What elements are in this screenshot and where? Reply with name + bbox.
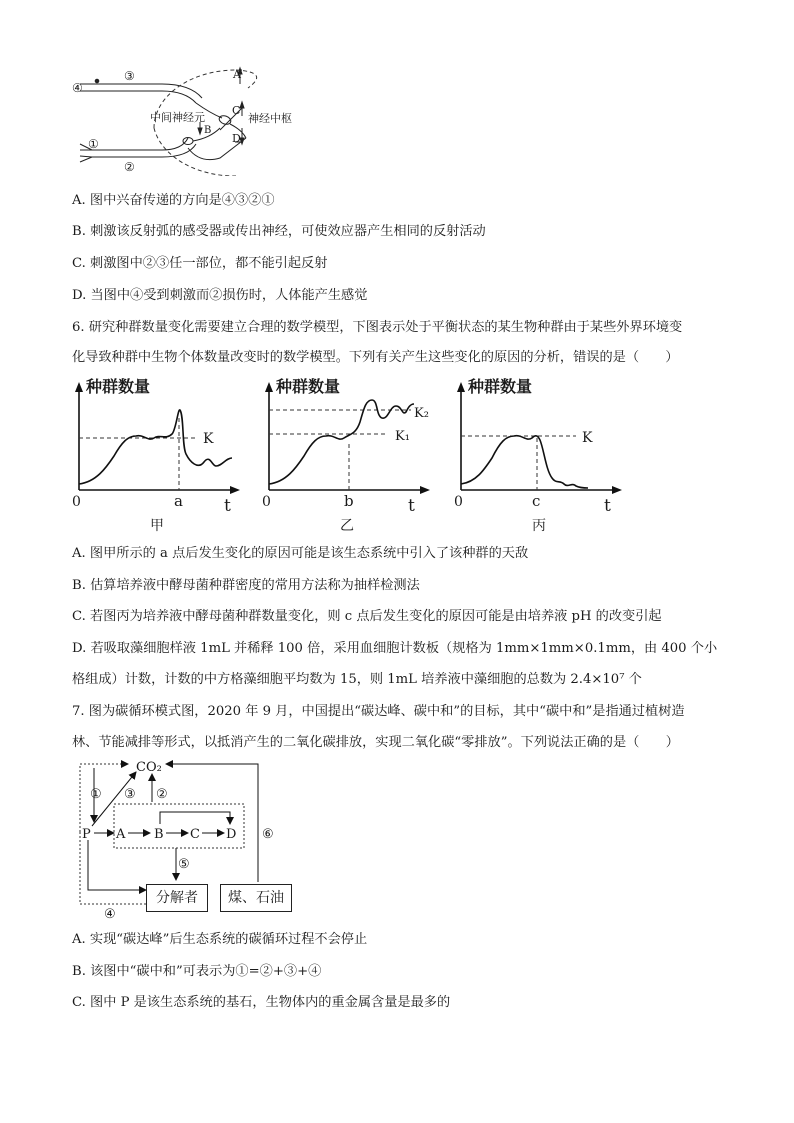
chart-bing: [448, 378, 628, 536]
q7-stem-line2: 林、节能减排等形式，以抵消产生的二氧化碳排放，实现二氧化碳“零排放”。下列说法正确的是（ ）: [72, 735, 679, 750]
chart-yi-ylabel: 种群数量: [276, 378, 341, 396]
label-6: ⑥: [262, 827, 274, 842]
chart-bing-xlabel: t: [604, 496, 611, 516]
chart-bing-ylabel: 种群数量: [468, 378, 533, 396]
chart-bing-origin: 0: [454, 494, 463, 510]
chart-yi-k2-label: K₂: [414, 406, 429, 421]
chart-jia-title: 甲: [150, 518, 164, 534]
chart-jia-point-a: a: [174, 492, 183, 510]
q5-option-d: D. 当图中④受到刺激而②损伤时，人体能产生感觉: [72, 288, 368, 303]
node-d: D: [226, 827, 237, 842]
label-interneuron: 中间神经元: [150, 111, 205, 124]
chart-bing-title: 丙: [532, 518, 546, 534]
consumer-dashed-box: [114, 804, 244, 848]
chart-bing-k-label: K: [582, 430, 593, 446]
label-n1: ①: [88, 137, 99, 151]
label-4: ④: [104, 907, 116, 920]
label-2: ②: [156, 787, 168, 802]
label-A: A: [233, 68, 241, 81]
fossil-fuel-box: 煤、石油: [220, 884, 292, 912]
chart-jia-xlabel: t: [224, 496, 231, 516]
label-D: D: [232, 132, 241, 145]
chart-yi-k1-label: K₁: [395, 429, 410, 444]
label-1: ①: [90, 787, 102, 802]
q7-option-a: A. 实现“碳达峰”后生态系统的碳循环过程不会停止: [72, 932, 368, 947]
label-n3: ③: [124, 69, 135, 83]
label-n4: ④: [72, 81, 83, 95]
node-p: P: [82, 827, 91, 842]
chart-jia-ylabel: 种群数量: [86, 378, 151, 396]
label-C: C: [232, 104, 241, 117]
q6-option-d-line2: 格组成）计数，计数的中方格藻细胞平均数为 15，则 1mL 培养液中藻细胞的总数为 2.4×10⁷ 个: [72, 672, 642, 687]
q6-stem-line1: 6. 研究种群数量变化需要建立合理的数学模型，下图表示处于平衡状态的某生物种群由于某些外界环境变: [72, 320, 683, 335]
chart-bing-curve: [461, 436, 588, 488]
q5-option-b: B. 刺激该反射弧的感受器或传出神经，可使效应器产生相同的反射活动: [72, 224, 486, 239]
chart-yi-xlabel: t: [408, 496, 415, 516]
chart-yi-origin: 0: [262, 494, 271, 510]
q6-option-d-line1: D. 若吸取藻细胞样液 1mL 并稀释 100 倍，采用血细胞计数板（规格为 1mm×1mm×0.1mm，由 400 个小: [72, 641, 718, 656]
chart-yi: [256, 378, 436, 536]
q6-option-b: B. 估算培养液中酵母菌种群密度的常用方法称为抽样检测法: [72, 578, 420, 593]
q6-option-a: A. 图甲所示的 a 点后发生变化的原因可能是该生态系统中引入了该种群的天敌: [72, 546, 529, 561]
q6-option-c: C. 若图丙为培养液中酵母菌种群数量变化，则 c 点后发生变化的原因可能是由培养液 pH 的改变引起: [72, 609, 662, 624]
label-center: 神经中枢: [248, 112, 292, 125]
label-3: ③: [124, 787, 136, 802]
q5-option-a: A. 图中兴奋传递的方向是④③②①: [72, 193, 275, 208]
chart-bing-point-c: c: [532, 492, 541, 510]
decomposer-box: 分解者: [146, 884, 208, 912]
q5-option-c: C. 刺激图中②③任一部位，都不能引起反射: [72, 256, 328, 271]
label-n2: ②: [124, 160, 135, 174]
node-b: B: [154, 827, 164, 842]
label-5: ⑤: [178, 857, 190, 872]
chart-jia: [66, 378, 246, 536]
chart-yi-curve: [269, 400, 414, 484]
dotted-left-path: [80, 832, 146, 904]
q7-stem-line1: 7. 图为碳循环模式图，2020 年 9 月，中国提出“碳达峰、碳中和”的目标，其中“碳中和”是指通过植树造: [72, 704, 685, 719]
reflex-arc-figure: [70, 58, 310, 176]
chart-yi-point-b: b: [344, 492, 354, 510]
chart-yi-title: 乙: [340, 518, 354, 534]
q7-option-b: B. 该图中“碳中和”可表示为①=②+③+④: [72, 964, 322, 979]
chart-jia-k-label: K: [203, 431, 214, 447]
label-B: B: [204, 125, 212, 136]
dotted-top-path: [80, 764, 128, 832]
chart-jia-origin: 0: [72, 494, 81, 510]
q6-stem-line2: 化导致种群中生物个体数量改变时的数学模型。下列有关产生这些变化的原因的分析，错误的是（ ）: [72, 350, 679, 365]
node-a: A: [116, 827, 126, 842]
node-co2: CO₂: [136, 760, 162, 775]
q7-option-c: C. 图中 P 是该生态系统的基石，生物体内的重金属含量是最多的: [72, 995, 451, 1010]
node-c: C: [190, 827, 200, 842]
